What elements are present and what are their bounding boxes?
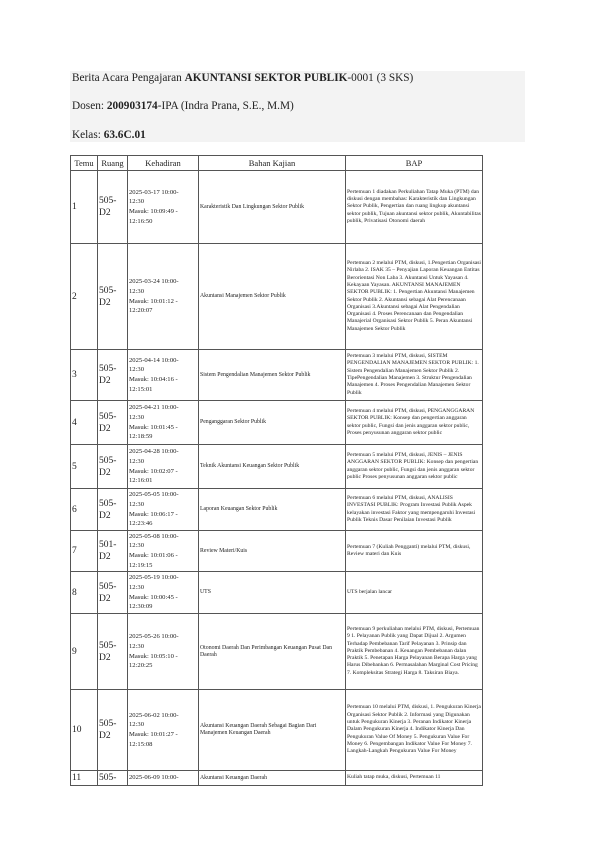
course-title-line: Berita Acara Pengajaran AKUNTANSI SEKTOR PUBLIK-0001 (3 SKS) [72,72,414,84]
cell-bahan-kajian: Karakteristik Dan Lingkungan Sektor Publik [199,171,346,244]
cell-bap: Kuliah tatap muka, diskusi, Pertemuan 11 [346,771,483,786]
cell-temu: 5 [71,445,98,489]
scheduled-end: 12:30 [129,642,145,650]
cell-ruang: 505- D2 [98,401,128,445]
cell-kehadiran [128,171,199,244]
cell-kehadiran [128,489,199,531]
cell-bap: Pertemuan 2 melalui PTM, diskusi, 1.Pengertian Organisasi Nirlaba 2. ISAK 35 – Penyajian Laporan Keuangan Entitas Berorientasi Non Laba 3. Akuntansi Untuk Yayasan 4. Kekayaan Yayasan. AKUNTANSI MANAJEMEN SEKTOR PUBLIK: 1. Pengertian Akuntansi Manajemen Sektor Publik 2. Akuntansi sebagai Alat Perencanaan Organisasi 3.Akuntansi sebagai Alat Pengendalian Organisasi 4. Proses Perencanaan dan Pengendalian Manajerial Organisasi Sektor Publik 5. Peran Akuntansi Manajemen Sektor Publik [346,244,483,350]
scheduled-start: 2025-05-19 10:00- [129,574,179,582]
cell-ruang: 505- D2 [98,445,128,489]
check-out-time: 12:23:46 [129,520,153,528]
cell-bap: Pertemuan 9 perkuliahan melalui PTM, diskusi, Pertemuan 9 1. Pelayanan Publik yang Dapat Dijual 2. Argumen Terhadap Pembebanan Tarif Pelayanan 3. Prinsip dan Praktik Pembebanan 4. Keuangan Pembebanan dalan Praktik 5. Penetapan Harga Pelayanan Berapa Harga yang Harus Dibebankan 6. Permasalahan Marginal Cost Pricing 7. Kompleksitas Strategi Harga 8. Taksiran Biaya. [346,614,483,690]
table-row [71,401,483,445]
cell-kehadiran [128,771,199,786]
scheduled-start: 2025-03-24 10:00- [129,278,179,286]
check-in-time: Masuk: 10:04:16 - [129,376,178,383]
cell-bap: Pertemuan 4 melalui PTM, diskusi, PENGANGGARAN SEKTOR PUBLIK: Konsep dan pengertian anggaran sektor public, Fungsi dan jenis anggaran sektor public, Proses penyusunan anggaran sektor public [346,401,483,445]
cell-bap: Pertemuan 10 melalui PTM, diskusi, 1. Pengukuran Kinerja Organisasi Sektor Publik 2. Informasi yang Digunakan untuk Pengukuran Kinerja 3. Peranan Indikator Kinerja Dalam Pengukuran Kinerja 4. Indikator Kinerja Dan Pengukuran Value Of Money 5. Pengukuran Value For Money 6. Pengembangan Indikator Value For Money 7. Langkah-Langkah Pengukuran Value For Money [346,690,483,771]
cell-bahan-kajian: Review Materi/Kuis [199,531,346,572]
col-header-kehadiran: Kehadiran [128,156,199,171]
scheduled-end: 12:30 [129,721,145,729]
scheduled-start: 2025-04-21 10:00- [129,404,179,412]
cell-temu: 1 [71,171,98,244]
scheduled-start: 2025-04-14 10:00- [129,356,179,364]
cell-ruang: 505- D2 [98,489,128,531]
cell-bap: Pertemuan 1 diadakan Perkuliahan Tatap Muka (PTM) dan diskusi dengan membahas: Karakteristik dan Lingkungan Sektor Publik, Pengertian dan ruang lingkup akuntansi sektor publik, Tujuan akuntansi sektor publik, Akuntabilitas publik, Privatisasi Otonomi daerah [346,171,483,244]
table-row [71,489,483,531]
cell-bahan-kajian: Penganggaran Sektor Publik [199,401,346,445]
check-in-time: Masuk: 10:01:27 - [129,731,178,738]
cell-kehadiran [128,244,199,350]
cell-kehadiran [128,350,199,401]
cell-kehadiran [128,572,199,614]
col-header-bahan: Bahan Kajian [199,156,346,171]
table-row [71,171,483,244]
check-out-time: 12:18:59 [129,433,153,441]
check-in-time: Masuk: 10:06:17 - [129,510,178,518]
cell-bahan-kajian: UTS [199,572,346,614]
course-name: AKUNTANSI SEKTOR PUBLIK [184,72,348,84]
table-row [71,690,483,771]
cell-temu: 2 [71,244,98,350]
cell-kehadiran [128,531,199,572]
cell-ruang: 505- D2 [98,350,128,401]
scheduled-start: 2025-06-09 10:00- [129,774,179,782]
cell-ruang: 505- D2 [98,690,128,771]
check-in-time: Masuk: 10:09:49 - [129,208,178,215]
cell-bap: Pertemuan 3 melalui PTM, diskusi, SISTEM PENGENDALIAN MANAJEMEN SEKTOR PUBLIK: 1. Sistem Pengendalian Manajemen Sektor Publik 2. TipePengendalian Manajemen 3. Struktur Pengendalian Manajemen 4. Proses Pengendalian Manajemen Sektor Publik [346,350,483,401]
scheduled-end: 12:30 [129,457,145,465]
cell-bahan-kajian: Teknik Akuntansi Keuangan Sektor Publik [199,445,346,489]
scheduled-end: 12:30 [129,413,145,421]
table-row [71,350,483,401]
scheduled-end: 12:30 [129,542,145,550]
check-in-time: Masuk: 10:02:07 - [129,467,178,475]
cell-bap: Pertemuan 6 melalui PTM, diskusi, ANALISIS INVESTASI PUBLIK: Program Investasi Publik Aspek kelayakan investasi Faktor yang mempengaruhi Investasi Publik Teknis Dasar Penilaian Investasi Publik [346,489,483,531]
cell-bahan-kajian: Akuntansi Keuangan Daerah Sebagai Bagian Dari Manajemen Keuangan Daerah [199,690,346,771]
bap-table [70,155,483,786]
check-out-time: 12:30:09 [129,603,153,611]
cell-bahan-kajian: Otonomi Daerah Dan Perimbangan Keuangan Pusat Dan Daerah [199,614,346,690]
cell-kehadiran [128,690,199,771]
check-out-time: 12:20:07 [129,307,153,315]
table-row [71,572,483,614]
lecturer-id: 200903174 [106,100,158,112]
table-row [71,445,483,489]
check-in-time: Masuk: 10:01:12 - [129,297,178,305]
check-out-time: 12:16:01 [129,477,153,485]
scheduled-end: 12:30 [129,198,145,206]
scheduled-start: 2025-06-02 10:00- [129,711,179,719]
scheduled-start: 2025-05-08 10:00- [129,532,179,540]
class-code: 63.6C.01 [103,129,146,141]
cell-temu: 8 [71,572,98,614]
cell-bahan-kajian: Akuntansi Keuangan Daerah [199,771,346,786]
check-in-time: Masuk: 10:05:10 - [129,652,178,660]
table-header-row [71,156,483,171]
cell-temu: 6 [71,489,98,531]
cell-ruang: 505- [98,771,128,786]
cell-ruang: 505- D2 [98,614,128,690]
scheduled-start: 2025-05-05 10:00- [129,491,179,499]
cell-bahan-kajian: Akuntansi Manajemen Sektor Publik [199,244,346,350]
check-in-time: Masuk: 10:00:45 - [129,593,178,601]
col-header-ruang: Ruang [98,156,128,171]
table-row [71,614,483,690]
cell-temu: 10 [71,690,98,771]
scheduled-end: 12:30 [129,287,145,295]
col-header-bap: BAP [346,156,483,171]
cell-temu: 3 [71,350,98,401]
scheduled-start: 2025-05-26 10:00- [129,633,179,641]
class-line: Kelas: 63.6C.01 [72,129,146,141]
cell-bahan-kajian: Laporan Keuangan Sektor Publik [199,489,346,531]
scheduled-start: 2025-03-17 10:00- [129,188,179,196]
scheduled-end: 12:30 [129,583,145,591]
check-out-time: 12:15:01 [129,385,153,393]
check-out-time: 12:20:25 [129,662,153,670]
cell-ruang: 505- D2 [98,572,128,614]
cell-temu: 9 [71,614,98,690]
cell-kehadiran [128,614,199,690]
cell-bap: Pertemuan 7 (Kuliah Pengganti) melalui PTM, diskusi, Review materi dan Kuis [346,531,483,572]
cell-kehadiran [128,445,199,489]
cell-kehadiran [128,401,199,445]
col-header-temu: Temu [71,156,98,171]
cell-bap: Pertemuan 5 melalui PTM, diskusi, JENIS – JENIS ANGGARAN SEKTOR PUBLIK: Konsep dan pengertian anggaran sektor public, Fungsi dan jenis anggaran sektor public Proses penyusunan anggaran sektor public [346,445,483,489]
cell-bap: UTS berjalan lancar [346,572,483,614]
check-out-time: 12:19:15 [129,561,153,569]
cell-temu: 7 [71,531,98,572]
cell-temu: 4 [71,401,98,445]
cell-temu: 11 [71,771,98,786]
cell-bahan-kajian: Sistem Pengendalian Manajemen Sektor Publik [199,350,346,401]
check-in-time: Masuk: 10:01:45 - [129,423,178,431]
check-out-time: 12:16:50 [129,217,153,225]
cell-ruang: 505- D2 [98,244,128,350]
cell-ruang: 505- D2 [98,171,128,244]
scheduled-end: 12:30 [129,500,145,508]
check-in-time: Masuk: 10:01:06 - [129,552,178,559]
cell-ruang: 501- D2 [98,531,128,572]
lecturer-line: Dosen: 200903174-IPA (Indra Prana, S.E., M.M) [72,100,294,112]
table-row [71,531,483,572]
scheduled-start: 2025-04-28 10:00- [129,448,179,456]
table-row [71,244,483,350]
check-out-time: 12:15:08 [129,740,153,748]
scheduled-end: 12:30 [129,366,145,374]
table-row [71,771,483,786]
